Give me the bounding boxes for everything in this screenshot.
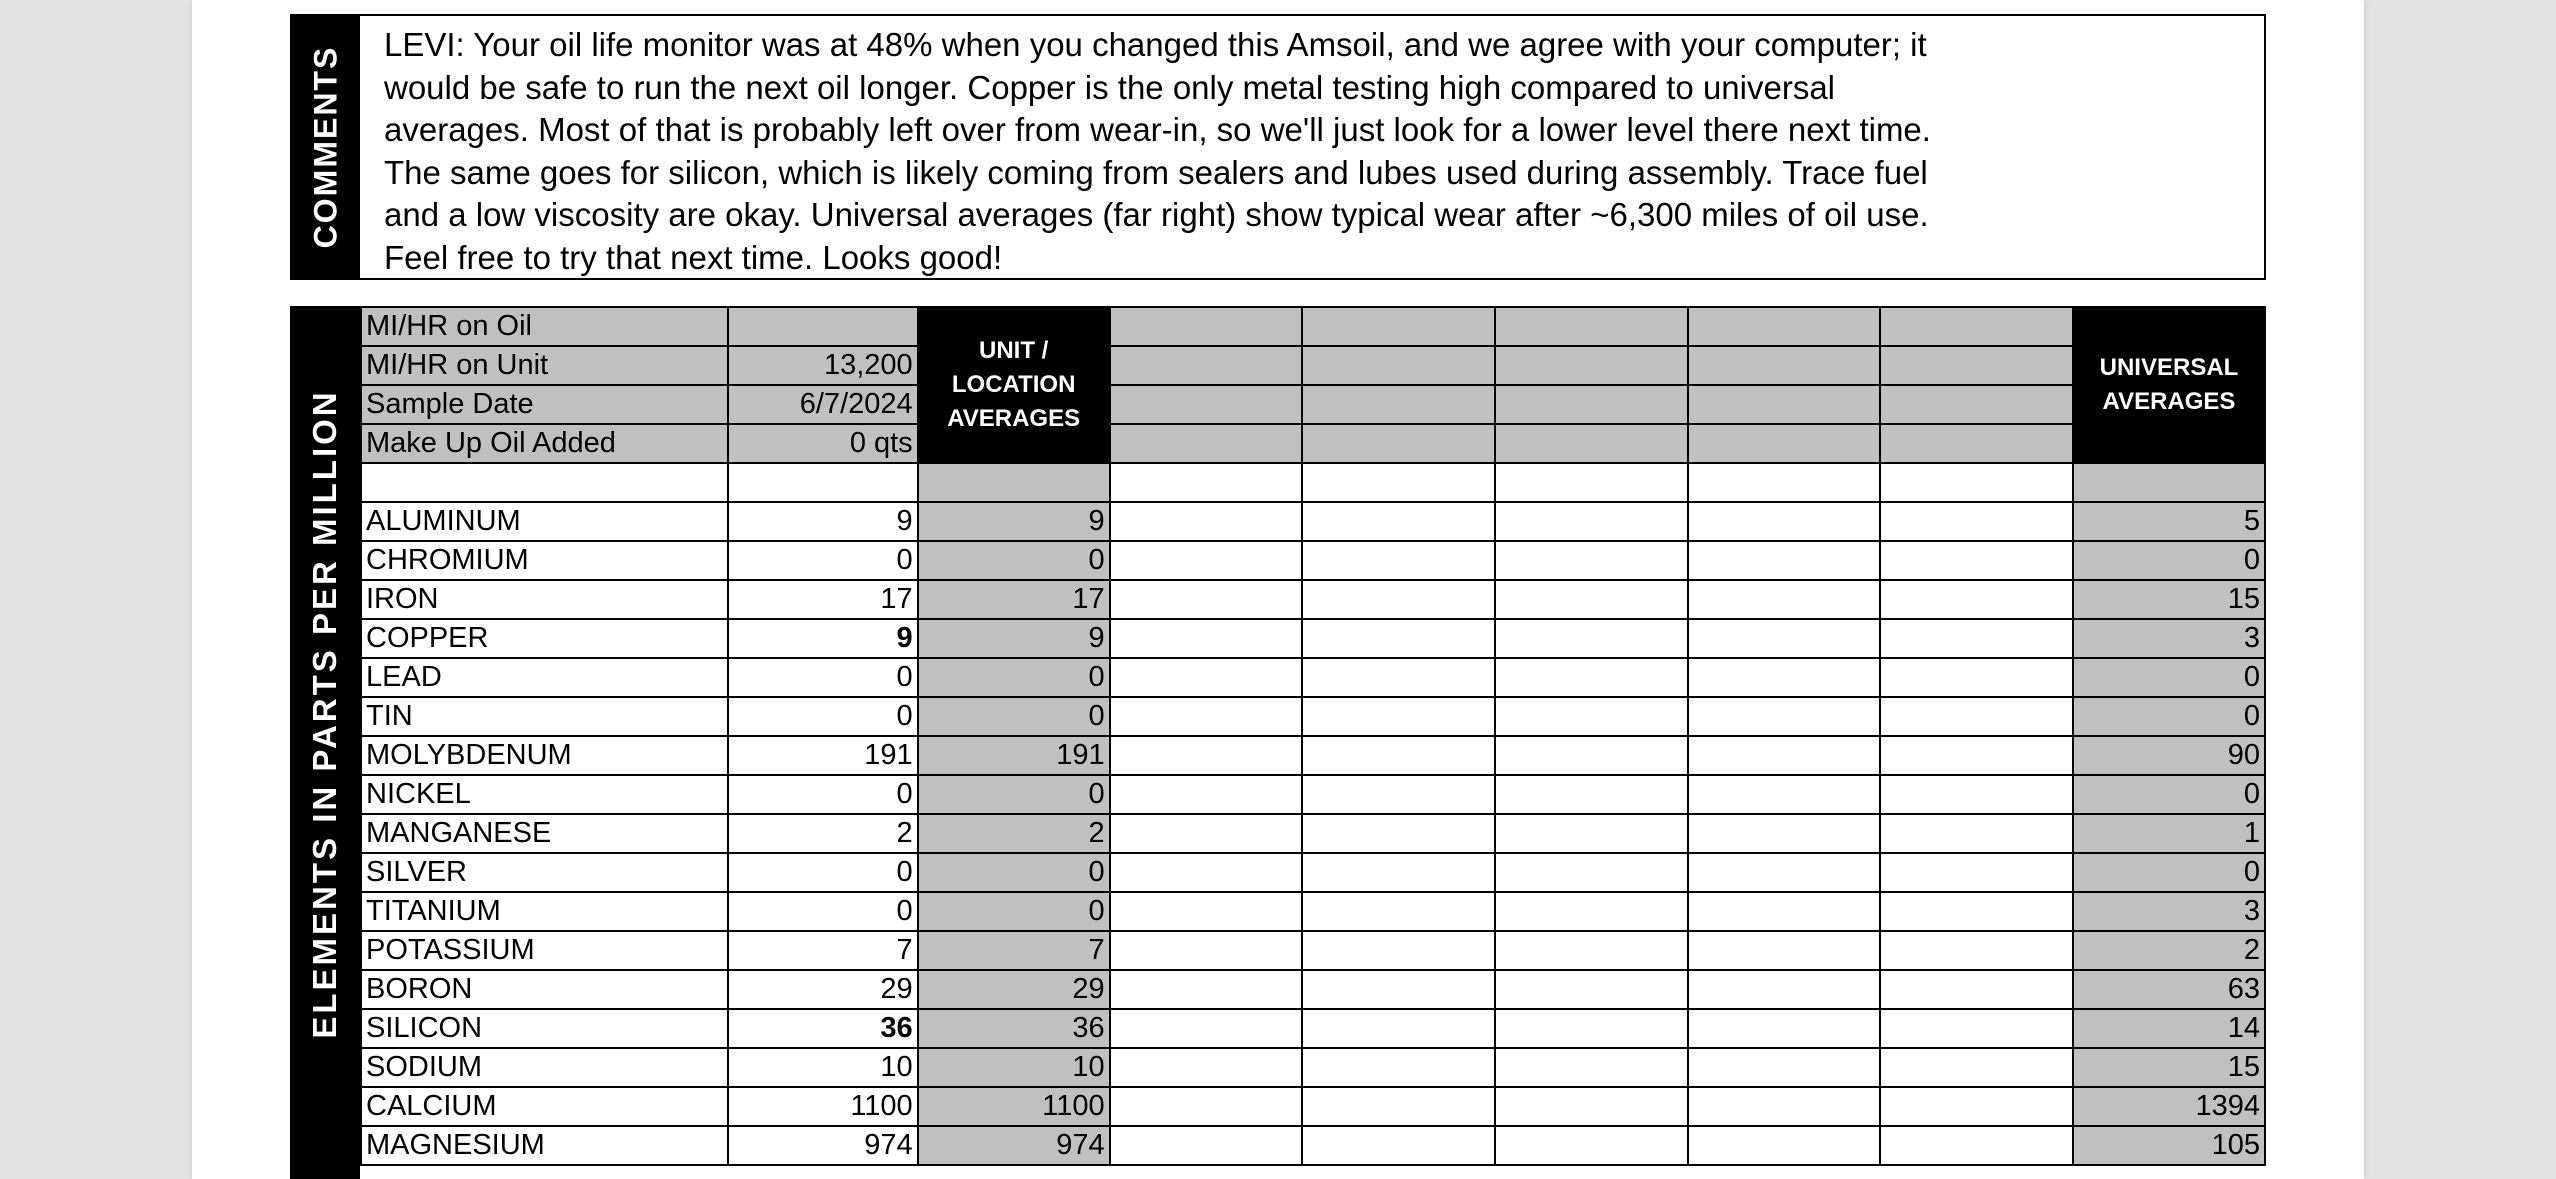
info-row (361, 424, 2265, 463)
empty-cell (1495, 502, 1688, 541)
element-row (361, 658, 2265, 697)
info-value: 13,200 (728, 346, 918, 385)
empty-cell (1495, 463, 1688, 502)
empty-cell (1688, 1048, 1881, 1087)
unit-average-value: 7 (918, 931, 1110, 970)
empty-cell (1688, 970, 1881, 1009)
element-name: MANGANESE (361, 814, 728, 853)
empty-cell (1688, 580, 1881, 619)
universal-average-value: 3 (2073, 619, 2265, 658)
element-value: 7 (728, 931, 918, 970)
comments-box (290, 14, 2266, 280)
empty-cell (1688, 1126, 1881, 1165)
unit-average-value: 0 (918, 697, 1110, 736)
elements-table-section (290, 306, 2266, 1179)
element-value: 191 (728, 736, 918, 775)
empty-cell (1880, 1048, 2073, 1087)
element-row (361, 541, 2265, 580)
empty-cell (1495, 307, 1688, 346)
empty-cell (1880, 502, 2073, 541)
empty-cell (1688, 853, 1881, 892)
info-rows (361, 307, 2265, 502)
empty-cell (918, 463, 1110, 502)
empty-cell (1688, 736, 1881, 775)
element-row (361, 580, 2265, 619)
empty-cell (1302, 580, 1495, 619)
element-name: TITANIUM (361, 892, 728, 931)
empty-cell (1688, 775, 1881, 814)
unit-average-value: 0 (918, 658, 1110, 697)
element-name: IRON (361, 580, 728, 619)
element-value: 29 (728, 970, 918, 1009)
empty-cell (1880, 1009, 2073, 1048)
empty-cell (1302, 463, 1495, 502)
comment-line: would be safe to run the next oil longer. Copper is the only metal testing high compared to universal (384, 68, 1836, 106)
unit-average-value: 0 (918, 892, 1110, 931)
empty-cell (1110, 502, 1303, 541)
info-label: MI/HR on Unit (361, 346, 728, 385)
empty-cell (1302, 1126, 1495, 1165)
comments-text (384, 24, 2104, 279)
elements-side-label: ELEMENTS IN PARTS PER MILLION (306, 389, 343, 1039)
empty-cell (1880, 580, 2073, 619)
empty-cell (1880, 931, 2073, 970)
comment-line: and a low viscosity are okay. Universal averages (far right) show typical wear after ~6,300 miles of oil use. (384, 196, 1929, 233)
element-name: BORON (361, 970, 728, 1009)
empty-cell (1688, 697, 1881, 736)
info-label: MI/HR on Oil (361, 307, 728, 346)
element-row (361, 1009, 2265, 1048)
empty-cell (1880, 541, 2073, 580)
empty-cell (1495, 697, 1688, 736)
element-row (361, 1126, 2265, 1165)
empty-cell (2073, 463, 2265, 502)
comments-label: COMMENTS (307, 45, 344, 249)
unit-average-value: 36 (918, 1009, 1110, 1048)
empty-cell (1495, 385, 1688, 424)
universal-average-value: 1 (2073, 814, 2265, 853)
element-row (361, 697, 2265, 736)
element-name: CALCIUM (361, 1087, 728, 1126)
info-label: Sample Date (361, 385, 728, 424)
info-value (728, 307, 918, 346)
empty-cell (1495, 346, 1688, 385)
universal-average-value: 14 (2073, 1009, 2265, 1048)
empty-cell (1302, 424, 1495, 463)
unit-average-value: 17 (918, 580, 1110, 619)
empty-cell (1495, 619, 1688, 658)
empty-cell (1880, 736, 2073, 775)
element-row (361, 736, 2265, 775)
universal-average-value: 5 (2073, 502, 2265, 541)
unit-average-value: 0 (918, 541, 1110, 580)
empty-cell (1110, 307, 1303, 346)
empty-cell (1302, 502, 1495, 541)
empty-cell (1302, 385, 1495, 424)
universal-average-value: 105 (2073, 1126, 2265, 1165)
empty-cell (1880, 814, 2073, 853)
info-row (361, 307, 2265, 346)
universal-average-value: 0 (2073, 697, 2265, 736)
empty-cell (1880, 307, 2073, 346)
element-row (361, 619, 2265, 658)
empty-cell (1302, 307, 1495, 346)
element-value: 9 (728, 619, 918, 658)
empty-cell (1880, 1126, 2073, 1165)
universal-average-value: 0 (2073, 853, 2265, 892)
empty-cell (1688, 463, 1881, 502)
empty-cell (1110, 346, 1303, 385)
element-value: 0 (728, 775, 918, 814)
empty-cell (1110, 1126, 1303, 1165)
element-name: NICKEL (361, 775, 728, 814)
empty-cell (1880, 1087, 2073, 1126)
empty-cell (1880, 775, 2073, 814)
universal-average-value: 2 (2073, 931, 2265, 970)
empty-cell (1110, 892, 1303, 931)
empty-cell (1495, 970, 1688, 1009)
empty-cell (1495, 1087, 1688, 1126)
empty-cell (1880, 697, 2073, 736)
empty-cell (1110, 853, 1303, 892)
comments-label-bar (292, 16, 360, 278)
empty-cell (1110, 658, 1303, 697)
unit-average-value: 0 (918, 853, 1110, 892)
empty-cell (1495, 892, 1688, 931)
element-row (361, 892, 2265, 931)
empty-cell (1495, 424, 1688, 463)
empty-cell (1880, 346, 2073, 385)
universal-average-value: 15 (2073, 1048, 2265, 1087)
spacer-row (361, 463, 2265, 502)
empty-cell (1688, 502, 1881, 541)
empty-cell (1688, 346, 1881, 385)
comment-line: LEVI: Your oil life monitor was at 48% when you changed this Amsoil, and we agree with your computer; it (384, 26, 1927, 63)
empty-cell (1110, 580, 1303, 619)
unit-average-value: 9 (918, 502, 1110, 541)
element-value: 36 (728, 1009, 918, 1048)
element-value: 0 (728, 541, 918, 580)
empty-cell (1688, 385, 1881, 424)
empty-cell (1302, 1087, 1495, 1126)
empty-cell (1302, 853, 1495, 892)
universal-average-value: 3 (2073, 892, 2265, 931)
empty-cell (1880, 892, 2073, 931)
comment-line: The same goes for silicon, which is likely coming from sealers and lubes used during assembly. Trace fuel (384, 153, 1928, 191)
empty-cell (1110, 1048, 1303, 1087)
empty-cell (1110, 970, 1303, 1009)
empty-cell (1110, 1009, 1303, 1048)
empty-cell (1495, 931, 1688, 970)
empty-cell (1110, 775, 1303, 814)
info-row (361, 385, 2265, 424)
element-name: COPPER (361, 619, 728, 658)
empty-cell (1688, 658, 1881, 697)
empty-cell (1880, 970, 2073, 1009)
empty-cell (1880, 658, 2073, 697)
element-value: 0 (728, 658, 918, 697)
empty-cell (1495, 541, 1688, 580)
empty-cell (1110, 619, 1303, 658)
unit-average-value: 10 (918, 1048, 1110, 1087)
elements-side-label-bar (290, 306, 360, 1179)
unit-average-value: 1100 (918, 1087, 1110, 1126)
element-rows (361, 502, 2265, 1165)
universal-average-value: 0 (2073, 775, 2265, 814)
empty-cell (1880, 424, 2073, 463)
empty-cell (1110, 463, 1303, 502)
element-value: 1100 (728, 1087, 918, 1126)
element-name: LEAD (361, 658, 728, 697)
element-name: TIN (361, 697, 728, 736)
empty-cell (1495, 658, 1688, 697)
element-value: 0 (728, 892, 918, 931)
empty-cell (1688, 814, 1881, 853)
info-value: 6/7/2024 (728, 385, 918, 424)
empty-cell (1880, 619, 2073, 658)
element-value: 10 (728, 1048, 918, 1087)
empty-cell (1302, 1009, 1495, 1048)
element-name: MOLYBDENUM (361, 736, 728, 775)
empty-cell (1880, 385, 2073, 424)
empty-cell (1302, 619, 1495, 658)
empty-cell (1880, 853, 2073, 892)
element-row (361, 502, 2265, 541)
element-name: ALUMINUM (361, 502, 728, 541)
element-row (361, 775, 2265, 814)
empty-cell (1302, 931, 1495, 970)
empty-cell (1688, 931, 1881, 970)
empty-cell (1110, 385, 1303, 424)
empty-cell (1110, 1087, 1303, 1126)
elements-table (360, 306, 2266, 1166)
empty-cell (361, 463, 728, 502)
universal-average-value: 0 (2073, 658, 2265, 697)
universal-average-value: 90 (2073, 736, 2265, 775)
empty-cell (1495, 775, 1688, 814)
universal-average-value: 0 (2073, 541, 2265, 580)
empty-cell (1688, 892, 1881, 931)
empty-cell (1302, 814, 1495, 853)
report-page (192, 0, 2364, 1179)
empty-cell (1495, 853, 1688, 892)
empty-cell (728, 463, 918, 502)
unit-average-value: 9 (918, 619, 1110, 658)
universal-average-value: 1394 (2073, 1087, 2265, 1126)
comment-line: averages. Most of that is probably left over from wear-in, so we'll just look for a lower level there next time. (384, 111, 1931, 148)
info-value: 0 qts (728, 424, 918, 463)
empty-cell (1302, 658, 1495, 697)
element-name: POTASSIUM (361, 931, 728, 970)
empty-cell (1110, 736, 1303, 775)
element-row (361, 970, 2265, 1009)
empty-cell (1110, 931, 1303, 970)
element-name: SILICON (361, 1009, 728, 1048)
element-value: 9 (728, 502, 918, 541)
empty-cell (1688, 424, 1881, 463)
empty-cell (1302, 697, 1495, 736)
element-name: MAGNESIUM (361, 1126, 728, 1165)
unit-average-value: 29 (918, 970, 1110, 1009)
element-value: 0 (728, 853, 918, 892)
element-row (361, 814, 2265, 853)
unit-location-averages-header: UNIT / LOCATION AVERAGES (918, 307, 1110, 463)
empty-cell (1495, 814, 1688, 853)
empty-cell (1302, 1048, 1495, 1087)
element-value: 0 (728, 697, 918, 736)
unit-average-value: 974 (918, 1126, 1110, 1165)
empty-cell (1880, 463, 2073, 502)
element-value: 2 (728, 814, 918, 853)
empty-cell (1688, 619, 1881, 658)
info-row (361, 346, 2265, 385)
element-row (361, 931, 2265, 970)
universal-averages-header: UNIVERSAL AVERAGES (2073, 307, 2265, 463)
empty-cell (1110, 541, 1303, 580)
empty-cell (1495, 736, 1688, 775)
universal-average-value: 63 (2073, 970, 2265, 1009)
info-label: Make Up Oil Added (361, 424, 728, 463)
empty-cell (1495, 1048, 1688, 1087)
empty-cell (1688, 1087, 1881, 1126)
unit-average-value: 191 (918, 736, 1110, 775)
empty-cell (1688, 307, 1881, 346)
element-name: CHROMIUM (361, 541, 728, 580)
element-row (361, 1087, 2265, 1126)
empty-cell (1495, 580, 1688, 619)
empty-cell (1302, 892, 1495, 931)
empty-cell (1302, 970, 1495, 1009)
empty-cell (1302, 775, 1495, 814)
element-row (361, 853, 2265, 892)
empty-cell (1688, 1009, 1881, 1048)
element-value: 17 (728, 580, 918, 619)
empty-cell (1688, 541, 1881, 580)
empty-cell (1110, 814, 1303, 853)
element-value: 974 (728, 1126, 918, 1165)
empty-cell (1302, 541, 1495, 580)
empty-cell (1495, 1009, 1688, 1048)
empty-cell (1110, 697, 1303, 736)
element-row (361, 1048, 2265, 1087)
empty-cell (1495, 1126, 1688, 1165)
universal-average-value: 15 (2073, 580, 2265, 619)
empty-cell (1110, 424, 1303, 463)
unit-average-value: 2 (918, 814, 1110, 853)
comment-line: Feel free to try that next time. Looks good! (384, 238, 1003, 276)
element-name: SODIUM (361, 1048, 728, 1087)
element-name: SILVER (361, 853, 728, 892)
empty-cell (1302, 346, 1495, 385)
empty-cell (1302, 736, 1495, 775)
unit-average-value: 0 (918, 775, 1110, 814)
